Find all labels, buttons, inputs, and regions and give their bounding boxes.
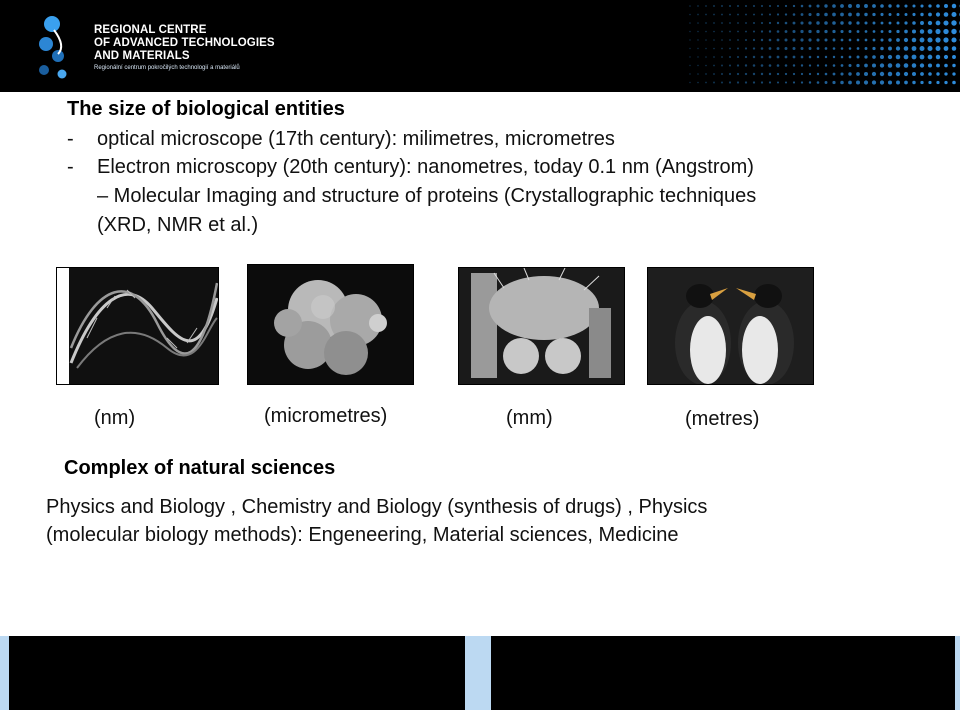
dot-pattern-decoration xyxy=(660,0,960,92)
insect-micrograph-image xyxy=(459,268,624,384)
bullet-2-text: Electron microscopy (20th century): nanometres, today 0.1 nm (Angstrom) xyxy=(97,156,754,178)
bullet-1-dash: - xyxy=(67,128,74,150)
bullet-4-text: (XRD, NMR et al.) xyxy=(97,214,259,236)
footer-panel-right xyxy=(491,636,955,710)
penguins-image xyxy=(648,268,813,384)
section-paragraph xyxy=(46,493,926,549)
dna-helix-drawing xyxy=(57,268,218,384)
caption-mm: (mm) xyxy=(506,407,553,429)
insect-micrograph-drawing xyxy=(459,268,624,384)
bullet-2-dash: - xyxy=(67,156,74,178)
cell-cluster-drawing xyxy=(248,265,413,384)
bullet-3 xyxy=(0,182,960,210)
footer-panel-left xyxy=(9,636,465,710)
caption-nm: (nm) xyxy=(94,407,136,429)
bullet-4 xyxy=(0,211,960,239)
paragraph-line-2: (molecular biology methods): Engeneering, Material sciences, Medicine xyxy=(46,524,679,546)
section-title: Complex of natural sciences xyxy=(64,457,336,479)
org-line-1: REGIONAL CENTRE xyxy=(94,24,207,36)
dna-helix-image xyxy=(57,268,218,384)
header-band xyxy=(0,0,960,92)
bullet-3-text: – Molecular Imaging and structure of proteins (Crystallographic techniques xyxy=(97,185,757,207)
slide-title: The size of biological entities xyxy=(67,98,345,120)
org-subtitle: Regionální centrum pokročilých technologií a materiálů xyxy=(94,65,240,71)
bullet-1-text: optical microscope (17th century): milimetres, micrometres xyxy=(97,128,615,150)
caption-micrometres: (micrometres) xyxy=(264,405,388,427)
organization-name xyxy=(94,24,275,73)
bullet-2 xyxy=(0,153,960,181)
paragraph-line-1: Physics and Biology , Chemistry and Biology (synthesis of drugs) , Physics xyxy=(46,496,708,518)
bullet-1 xyxy=(0,125,960,153)
org-line-2: OF ADVANCED TECHNOLOGIES xyxy=(94,37,275,49)
cell-cluster-image xyxy=(248,265,413,384)
penguins-drawing xyxy=(648,268,813,384)
org-line-3: AND MATERIALS xyxy=(94,50,190,62)
caption-metres: (metres) xyxy=(685,408,760,430)
rcatm-logo-icon xyxy=(36,14,88,84)
